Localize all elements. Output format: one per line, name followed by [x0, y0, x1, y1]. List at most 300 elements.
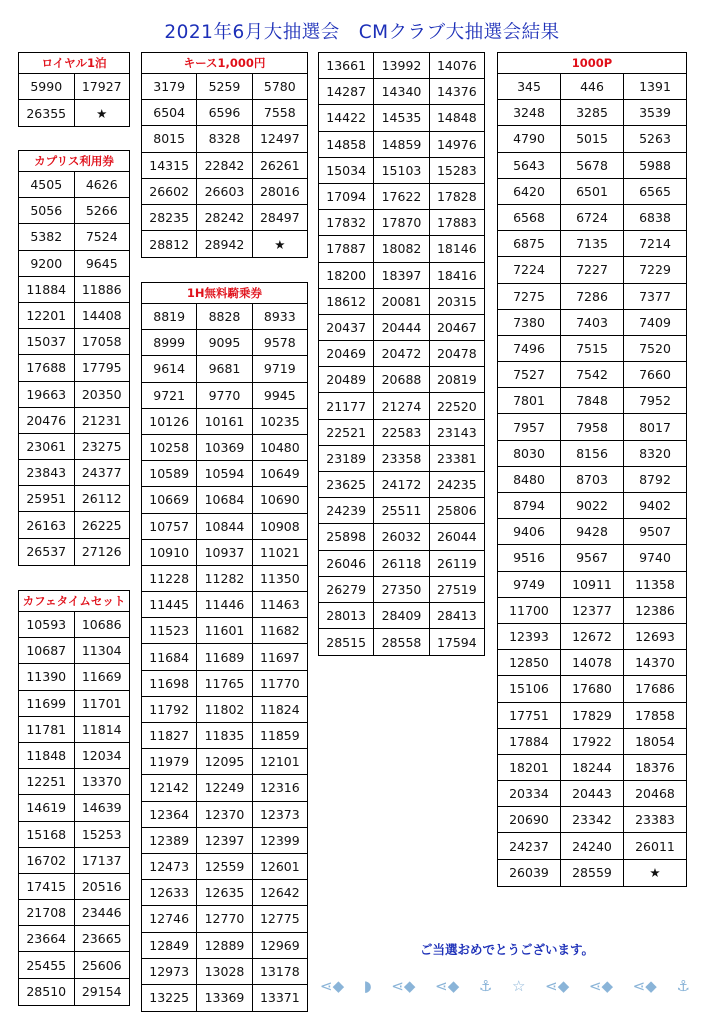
- table-row: [142, 959, 307, 985]
- winning-number: 10910: [149, 544, 190, 560]
- table-row: [142, 985, 307, 1011]
- winning-number: 11835: [196, 723, 251, 748]
- winning-number: 11390: [26, 669, 67, 685]
- winning-number: 11792: [149, 701, 190, 717]
- winning-number: 1391: [623, 74, 686, 99]
- winning-number: 23383: [623, 807, 686, 832]
- table-row: [498, 598, 686, 624]
- winning-number: 9402: [623, 493, 686, 518]
- table-row: [19, 743, 129, 769]
- table-row: [498, 860, 686, 886]
- winning-number: 12377: [560, 598, 623, 623]
- winning-number: 8828: [196, 304, 251, 329]
- prize-kiss: [141, 52, 308, 258]
- table-row: [142, 697, 307, 723]
- table-row: [142, 205, 307, 231]
- winning-number: 11700: [509, 602, 549, 618]
- winning-number: 8933: [252, 304, 307, 329]
- winning-number: 11282: [196, 566, 251, 591]
- winning-number: 7377: [623, 284, 686, 309]
- table-row: [19, 691, 129, 717]
- winning-number: 5382: [30, 229, 63, 245]
- winning-number: 10687: [26, 643, 67, 659]
- table-row: [142, 231, 307, 257]
- table-row: [498, 310, 686, 336]
- winning-number: 23446: [74, 900, 130, 925]
- table-row: [498, 231, 686, 257]
- table-row: [19, 717, 129, 743]
- winning-number: 9770: [196, 383, 251, 408]
- winning-number: 7403: [560, 310, 623, 335]
- winning-number: 12601: [252, 854, 307, 879]
- winning-number: 7227: [560, 257, 623, 282]
- winning-number: 23342: [560, 807, 623, 832]
- winning-number: 28242: [196, 205, 251, 230]
- winning-number: 10844: [196, 514, 251, 539]
- prize-1000p: [497, 52, 687, 887]
- winning-number: 14340: [373, 79, 428, 104]
- winning-number: 11765: [196, 671, 251, 696]
- winning-number: 12370: [196, 802, 251, 827]
- winning-number: 26032: [373, 524, 428, 549]
- table-row: [319, 184, 484, 210]
- winning-number: 25455: [26, 957, 67, 973]
- prize-header: カフェタイムセット: [19, 591, 129, 612]
- winning-number: 21708: [26, 905, 67, 921]
- winning-number: 9721: [153, 387, 186, 403]
- fish-icon: ⋖◆: [632, 977, 657, 995]
- winning-number: 14639: [74, 795, 130, 820]
- winning-number: 14076: [429, 53, 484, 78]
- winning-number: 6501: [560, 179, 623, 204]
- winning-number: 9578: [252, 330, 307, 355]
- table-row: [19, 848, 129, 874]
- winning-number: 10686: [74, 612, 130, 637]
- table-row: [19, 539, 129, 565]
- winning-number: 9507: [623, 519, 686, 544]
- table-row: [19, 900, 129, 926]
- winning-number: 27519: [429, 577, 484, 602]
- winning-number: 14619: [26, 800, 67, 816]
- table-row: [498, 833, 686, 859]
- winning-number: 15034: [326, 162, 367, 178]
- winning-number: 9749: [513, 576, 545, 592]
- winning-number: 23275: [74, 434, 130, 459]
- winning-number: 6420: [513, 183, 545, 199]
- winning-number: 10757: [149, 518, 190, 534]
- table-row: [19, 100, 129, 126]
- winning-number: 23189: [326, 450, 367, 466]
- fish-icon: ⋖◆: [391, 977, 416, 995]
- winning-number: 9022: [560, 493, 623, 518]
- table-row: [142, 435, 307, 461]
- winning-number: 12973: [149, 963, 190, 979]
- winning-number: 12373: [252, 802, 307, 827]
- table-row: [498, 781, 686, 807]
- winning-number: 13369: [196, 985, 251, 1011]
- winning-number: 24235: [429, 472, 484, 497]
- winning-number: 3248: [513, 105, 545, 121]
- winning-number: 17686: [623, 676, 686, 701]
- table-row: [19, 512, 129, 538]
- winning-number: 12034: [74, 743, 130, 768]
- table-row: [19, 408, 129, 434]
- table-row: [319, 603, 484, 629]
- fish-icon: ⋖◆: [588, 977, 614, 995]
- table-row: [319, 132, 484, 158]
- winning-number: 10593: [26, 617, 67, 633]
- winning-number: 446: [560, 74, 623, 99]
- winning-number: 7409: [623, 310, 686, 335]
- winning-number: 28558: [373, 629, 428, 655]
- table-row: [19, 277, 129, 303]
- table-row: [498, 755, 686, 781]
- winning-number: 11827: [149, 728, 190, 744]
- winning-number: 14370: [623, 650, 686, 675]
- winning-number: 11698: [149, 675, 190, 691]
- winning-number: 14408: [74, 303, 130, 328]
- decoration-strip: [320, 972, 690, 1000]
- winning-number: 17883: [429, 210, 484, 235]
- winning-number: 7229: [623, 257, 686, 282]
- winning-number: 17858: [623, 703, 686, 728]
- table-row: [319, 446, 484, 472]
- winning-number: 12389: [149, 832, 190, 848]
- winning-number: 17795: [74, 355, 130, 380]
- winning-number: 6568: [513, 210, 545, 226]
- winning-number: 5780: [252, 74, 307, 99]
- winning-number: 7286: [560, 284, 623, 309]
- winning-number: 11770: [252, 671, 307, 696]
- winning-number: 26537: [26, 544, 67, 560]
- winning-number: 11358: [623, 572, 686, 597]
- winning-number: 10649: [252, 461, 307, 486]
- winning-number: 11523: [149, 623, 190, 639]
- winning-number: 18416: [429, 263, 484, 288]
- winning-number: 5678: [560, 153, 623, 178]
- winning-number: 22520: [429, 393, 484, 418]
- winning-number: 14859: [373, 132, 428, 157]
- table-row: [19, 460, 129, 486]
- winning-number: 13178: [252, 959, 307, 984]
- prize-header: 1000P: [498, 53, 686, 74]
- table-row: [498, 729, 686, 755]
- winning-number: 7848: [560, 388, 623, 413]
- winning-number: 8015: [153, 131, 186, 147]
- prize-cafe: [18, 590, 130, 1006]
- winning-number: 26355: [26, 105, 67, 121]
- anchor-icon: ⚓: [478, 977, 493, 995]
- winning-number: 18054: [623, 729, 686, 754]
- winning-number: 29154: [74, 979, 130, 1005]
- table-row: [19, 822, 129, 848]
- winning-number: 16702: [26, 852, 67, 868]
- winning-number: 17594: [429, 629, 484, 655]
- winning-number: 5259: [196, 74, 251, 99]
- table-row: [142, 592, 307, 618]
- winning-number: 25951: [26, 491, 67, 507]
- table-row: [319, 420, 484, 446]
- prize-header: ロイヤル1泊: [19, 53, 129, 74]
- winning-number: 13028: [196, 959, 251, 984]
- winning-number: 26046: [326, 555, 367, 571]
- winning-number: 22583: [373, 420, 428, 445]
- winning-number: 21274: [373, 393, 428, 418]
- winning-number: 6504: [153, 105, 186, 121]
- winning-number: 6596: [196, 100, 251, 125]
- winning-number: 25898: [326, 529, 367, 545]
- winning-number: 27350: [373, 577, 428, 602]
- winning-number: 12364: [149, 806, 190, 822]
- table-row: [19, 224, 129, 250]
- winning-number: 11445: [149, 597, 190, 613]
- congratulations-message: ご当選おめでとうございます。: [420, 942, 595, 957]
- winning-number: 7520: [623, 336, 686, 361]
- winning-number: 23358: [373, 446, 428, 471]
- winning-number: 24377: [74, 460, 130, 485]
- table-row: [142, 487, 307, 513]
- winning-number: 28812: [149, 236, 190, 252]
- table-row: [498, 441, 686, 467]
- winning-number: 20819: [429, 367, 484, 392]
- table-row: [319, 289, 484, 315]
- winning-number: 23061: [26, 438, 67, 454]
- winning-number: 20489: [326, 372, 367, 388]
- winning-number: 7224: [513, 262, 545, 278]
- winning-number: 11304: [74, 638, 130, 663]
- winning-number: 11824: [252, 697, 307, 722]
- winning-number: 9945: [252, 383, 307, 408]
- winning-number: 18397: [373, 263, 428, 288]
- winning-number: 26119: [429, 551, 484, 576]
- winning-number: 17137: [74, 848, 130, 873]
- winning-number: 8999: [153, 335, 186, 351]
- winning-number: 12142: [149, 780, 190, 796]
- winning-number: 18200: [326, 267, 367, 283]
- winning-number: 20467: [429, 315, 484, 340]
- winning-number: 10369: [196, 435, 251, 460]
- winning-number: 8703: [560, 467, 623, 492]
- winning-number: 5263: [623, 126, 686, 151]
- winning-number: 345: [517, 79, 541, 95]
- table-row: [498, 388, 686, 414]
- table-row: [142, 540, 307, 566]
- table-row: [142, 461, 307, 487]
- winning-number: 28013: [326, 608, 367, 624]
- table-row: [142, 126, 307, 152]
- winning-number: 11228: [149, 570, 190, 586]
- winning-number: 8320: [623, 441, 686, 466]
- table-row: [19, 434, 129, 460]
- winning-number: 8794: [513, 498, 545, 514]
- winning-number: 20469: [326, 346, 367, 362]
- table-row: [142, 383, 307, 409]
- winning-number: 7660: [623, 362, 686, 387]
- winning-number: 13225: [149, 990, 190, 1006]
- table-row: [498, 74, 686, 100]
- winning-number: 17415: [26, 878, 67, 894]
- winning-number: 8030: [513, 445, 545, 461]
- winning-number: 20444: [373, 315, 428, 340]
- winning-number: 7214: [623, 231, 686, 256]
- winning-number: 12770: [196, 906, 251, 931]
- table-row: [142, 566, 307, 592]
- winning-number: 11814: [74, 717, 130, 742]
- table-row: [319, 105, 484, 131]
- winning-number: 21177: [326, 398, 367, 414]
- table-row: [142, 854, 307, 880]
- winning-number: 20315: [429, 289, 484, 314]
- table-row: [319, 629, 484, 655]
- winning-number: 7952: [623, 388, 686, 413]
- winning-number: 28409: [373, 603, 428, 628]
- table-row: [142, 749, 307, 775]
- table-row: [498, 676, 686, 702]
- winning-number: 11781: [26, 721, 67, 737]
- winning-number: 13661: [326, 58, 367, 74]
- winning-number: 3539: [623, 100, 686, 125]
- winning-number: 20081: [373, 289, 428, 314]
- winning-number: 6565: [623, 179, 686, 204]
- winning-number: 7958: [560, 414, 623, 439]
- winning-number: 14535: [373, 105, 428, 130]
- winning-number: 12559: [196, 854, 251, 879]
- table-row: [498, 624, 686, 650]
- table-row: [142, 644, 307, 670]
- winning-number: 23665: [74, 926, 130, 951]
- winning-number: 10669: [149, 492, 190, 508]
- table-row: [142, 74, 307, 100]
- winning-number: 19663: [26, 386, 67, 402]
- winning-number: 8017: [623, 414, 686, 439]
- table-row: [142, 179, 307, 205]
- table-row: [19, 926, 129, 952]
- winning-number: 11859: [252, 723, 307, 748]
- winning-number: 11463: [252, 592, 307, 617]
- winning-number: 11446: [196, 592, 251, 617]
- winning-number: 11886: [74, 277, 130, 302]
- winning-number: 17688: [26, 360, 67, 376]
- winning-number: 17870: [373, 210, 428, 235]
- winning-number: 20468: [623, 781, 686, 806]
- winning-number: 24240: [560, 833, 623, 858]
- winning-number: 12746: [149, 911, 190, 927]
- winning-number: 17927: [74, 74, 130, 99]
- table-row: [319, 236, 484, 262]
- winning-number: 12672: [560, 624, 623, 649]
- winning-number: 14376: [429, 79, 484, 104]
- winning-number: 14848: [429, 105, 484, 130]
- table-row: [498, 257, 686, 283]
- table-row: [319, 524, 484, 550]
- winning-number: 20437: [326, 319, 367, 335]
- winning-number: 17680: [560, 676, 623, 701]
- winning-number: 26225: [74, 512, 130, 537]
- winning-number: 12473: [149, 859, 190, 875]
- winning-number: 26602: [149, 183, 190, 199]
- winning-number: 7135: [560, 231, 623, 256]
- winning-number: 3179: [153, 79, 186, 95]
- table-row: [142, 671, 307, 697]
- winning-number: 17887: [326, 241, 367, 257]
- table-row: [498, 572, 686, 598]
- prize-header: 1H無料騎乗券: [142, 283, 307, 304]
- winning-number: 20472: [373, 341, 428, 366]
- winning-number: 8819: [153, 309, 186, 325]
- table-row: [19, 874, 129, 900]
- winning-number: 17832: [326, 215, 367, 231]
- table-row: [19, 172, 129, 198]
- winning-number: 20443: [560, 781, 623, 806]
- winning-number: 15168: [26, 826, 67, 842]
- winning-number: 4505: [30, 177, 63, 193]
- winning-number: 9406: [513, 524, 545, 540]
- winning-number: 10908: [252, 514, 307, 539]
- table-row: [19, 74, 129, 100]
- table-row: [142, 100, 307, 126]
- winning-number: 12386: [623, 598, 686, 623]
- prize-column3: [318, 52, 485, 656]
- winning-number: 23625: [326, 477, 367, 493]
- winning-number: 18146: [429, 236, 484, 261]
- winning-number: 9645: [74, 251, 130, 276]
- winning-number: 11802: [196, 697, 251, 722]
- table-row: [498, 336, 686, 362]
- winning-number: 22842: [196, 153, 251, 178]
- table-row: [319, 498, 484, 524]
- table-row: [498, 362, 686, 388]
- table-row: [319, 577, 484, 603]
- winning-number: 13370: [74, 769, 130, 794]
- winning-number: 28413: [429, 603, 484, 628]
- winning-number: 12497: [252, 126, 307, 151]
- winning-number: 10480: [252, 435, 307, 460]
- table-row: [19, 769, 129, 795]
- table-row: [319, 263, 484, 289]
- winning-number: 8792: [623, 467, 686, 492]
- winning-number: 12969: [252, 933, 307, 958]
- winning-number: 25806: [429, 498, 484, 523]
- table-row: [498, 100, 686, 126]
- winning-number: 12249: [196, 775, 251, 800]
- winning-number: 12850: [509, 655, 549, 671]
- winning-number: ★: [74, 100, 130, 126]
- winning-number: 7496: [513, 340, 545, 356]
- shell-icon: ◗: [363, 977, 372, 995]
- winning-number: 20476: [26, 412, 67, 428]
- winning-number: 9200: [30, 255, 63, 271]
- winning-number: 7380: [513, 314, 545, 330]
- fish-icon: ⋖◆: [435, 977, 460, 995]
- winning-number: 8328: [196, 126, 251, 151]
- table-row: [498, 467, 686, 493]
- winning-number: 23664: [26, 931, 67, 947]
- winning-number: 15253: [74, 822, 130, 847]
- table-row: [319, 79, 484, 105]
- winning-number: 9681: [196, 356, 251, 381]
- winning-number: 6724: [560, 205, 623, 230]
- winning-number: 5990: [30, 79, 63, 95]
- table-row: [319, 158, 484, 184]
- winning-number: 17058: [74, 329, 130, 354]
- winning-number: 5015: [560, 126, 623, 151]
- table-row: [142, 356, 307, 382]
- winning-number: 26112: [74, 486, 130, 511]
- winning-number: 22521: [326, 424, 367, 440]
- winning-number: 5266: [74, 198, 130, 223]
- table-row: [19, 382, 129, 408]
- winning-number: 17884: [509, 733, 549, 749]
